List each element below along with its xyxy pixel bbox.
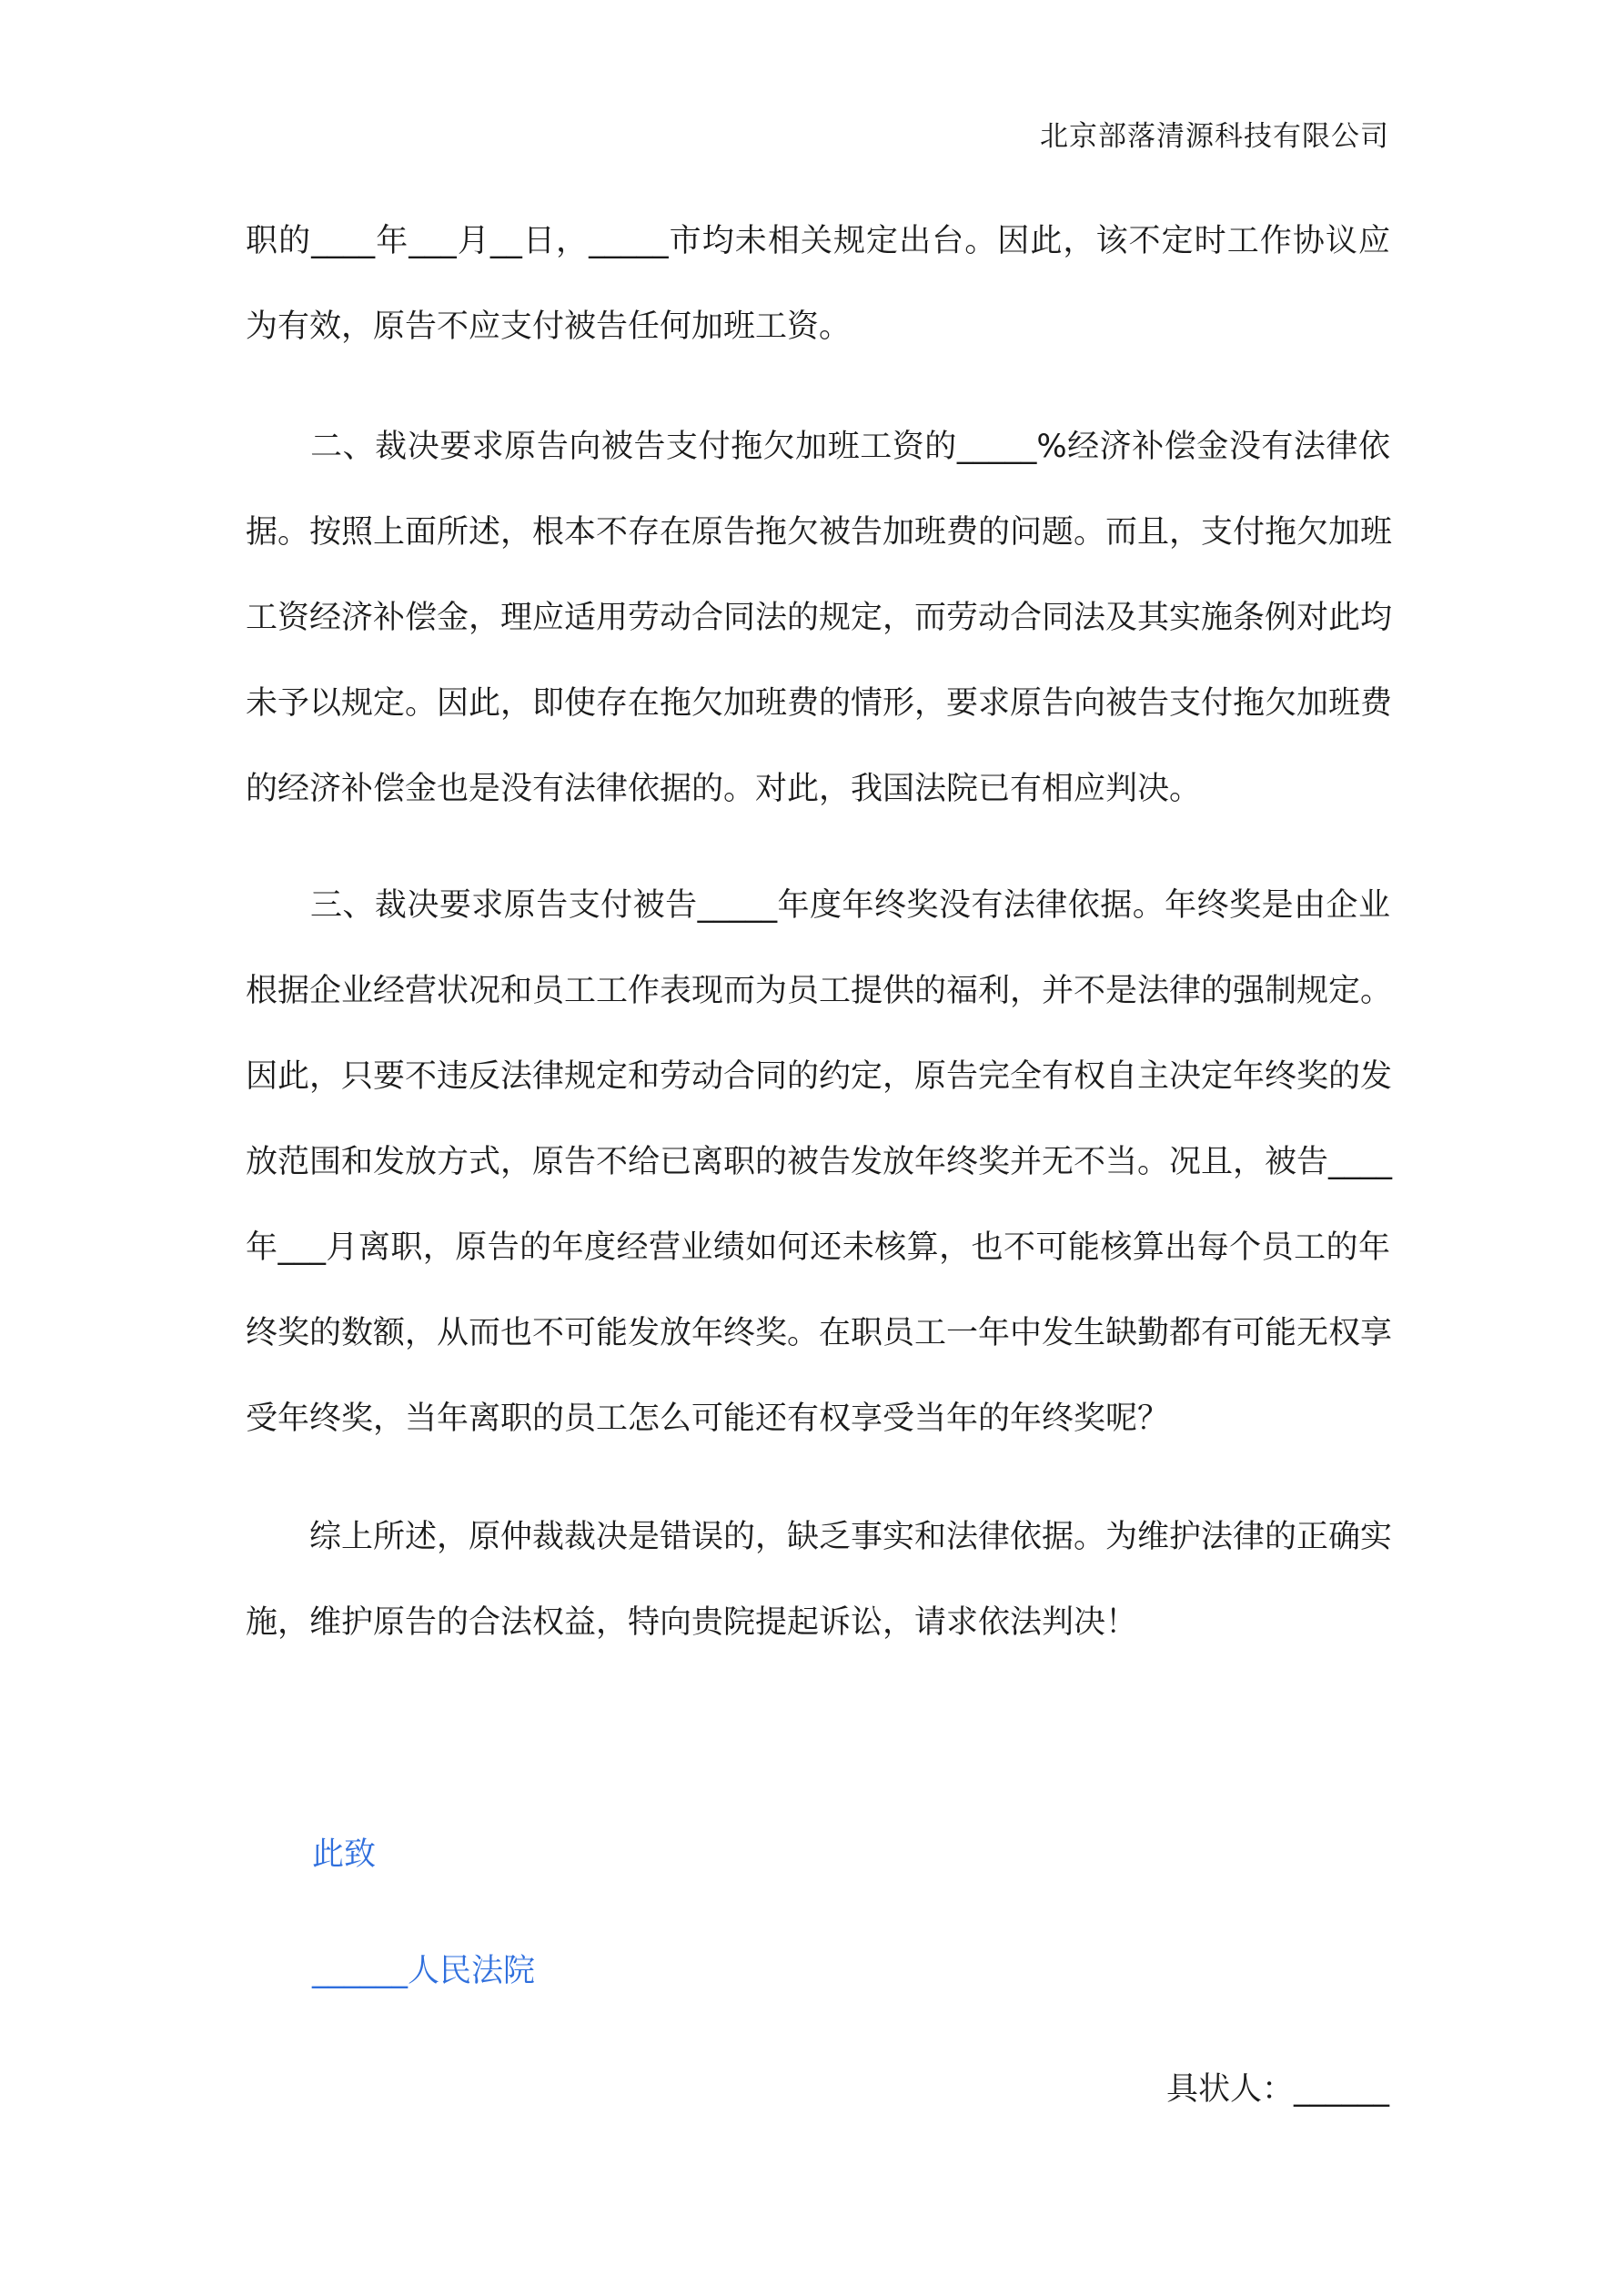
- paragraph-line: 终奖的数额，从而也不可能发放年终奖。在职员工一年中发生缺勤都有可能无权享: [246, 1315, 1393, 1351]
- header-company-name: 北京部落清源科技有限公司: [1040, 120, 1389, 153]
- paragraph-3: [246, 863, 1393, 1462]
- paragraph-line: 为有效，原告不应支付被告任何加班工资。: [246, 308, 852, 345]
- paragraph-line: 综上所述，原仲裁裁决是错误的，缺乏事实和法律依据。为维护法律的正确实: [246, 1519, 1393, 1555]
- closing-salutation: 此致: [312, 1836, 377, 1873]
- closing-court: ______人民法院: [312, 1953, 536, 1989]
- paragraph-line: 据。按照上面所述，根本不存在原告拖欠被告加班费的问题。而且，支付拖欠加班: [246, 514, 1393, 551]
- paragraph-line: 二、裁决要求原告向被告支付拖欠加班工资的_____%经济补偿金没有法律依: [246, 429, 1390, 465]
- paragraph-line: 职的____年___月__日，_____市均未相关规定出台。因此，该不定时工作协议应: [246, 223, 1390, 259]
- paragraph-line: 工资经济补偿金，理应适用劳动合同法的规定，而劳动合同法及其实施条例对此均: [246, 600, 1393, 636]
- paragraph-line: 年___月离职，原告的年度经营业绩如何还未核算，也不可能核算出每个员工的年: [246, 1229, 1390, 1266]
- paragraph-line: 受年终奖，当年离职的员工怎么可能还有权享受当年的年终奖呢？: [246, 1401, 1170, 1437]
- paragraph-line: 的经济补偿金也是没有法律依据的。对此，我国法院已有相应判决。: [246, 771, 1202, 807]
- paragraph-4: [246, 1494, 1393, 1665]
- paragraph-line: 施，维护原告的合法权益，特向贵院提起诉讼，请求依法判决！: [246, 1604, 1138, 1641]
- closing-signer: 具状人：______: [1165, 2071, 1389, 2108]
- paragraph-2: [246, 404, 1393, 832]
- paragraph-line: 未予以规定。因此，即使存在拖欠加班费的情形，要求原告向被告支付拖欠加班费: [246, 685, 1393, 722]
- paragraph-line: 根据企业经营状况和员工工作表现而为员工提供的福利，并不是法律的强制规定。: [246, 973, 1393, 1009]
- paragraph-line: 放范围和发放方式，原告不给已离职的被告发放年终奖并无不当。况且，被告____: [246, 1144, 1393, 1180]
- paragraph-1: [246, 198, 1390, 369]
- paragraph-line: 三、裁决要求原告支付被告_____年度年终奖没有法律依据。年终奖是由企业: [246, 887, 1390, 924]
- paragraph-line: 因此，只要不违反法律规定和劳动合同的约定，原告完全有权自主决定年终奖的发: [246, 1058, 1393, 1095]
